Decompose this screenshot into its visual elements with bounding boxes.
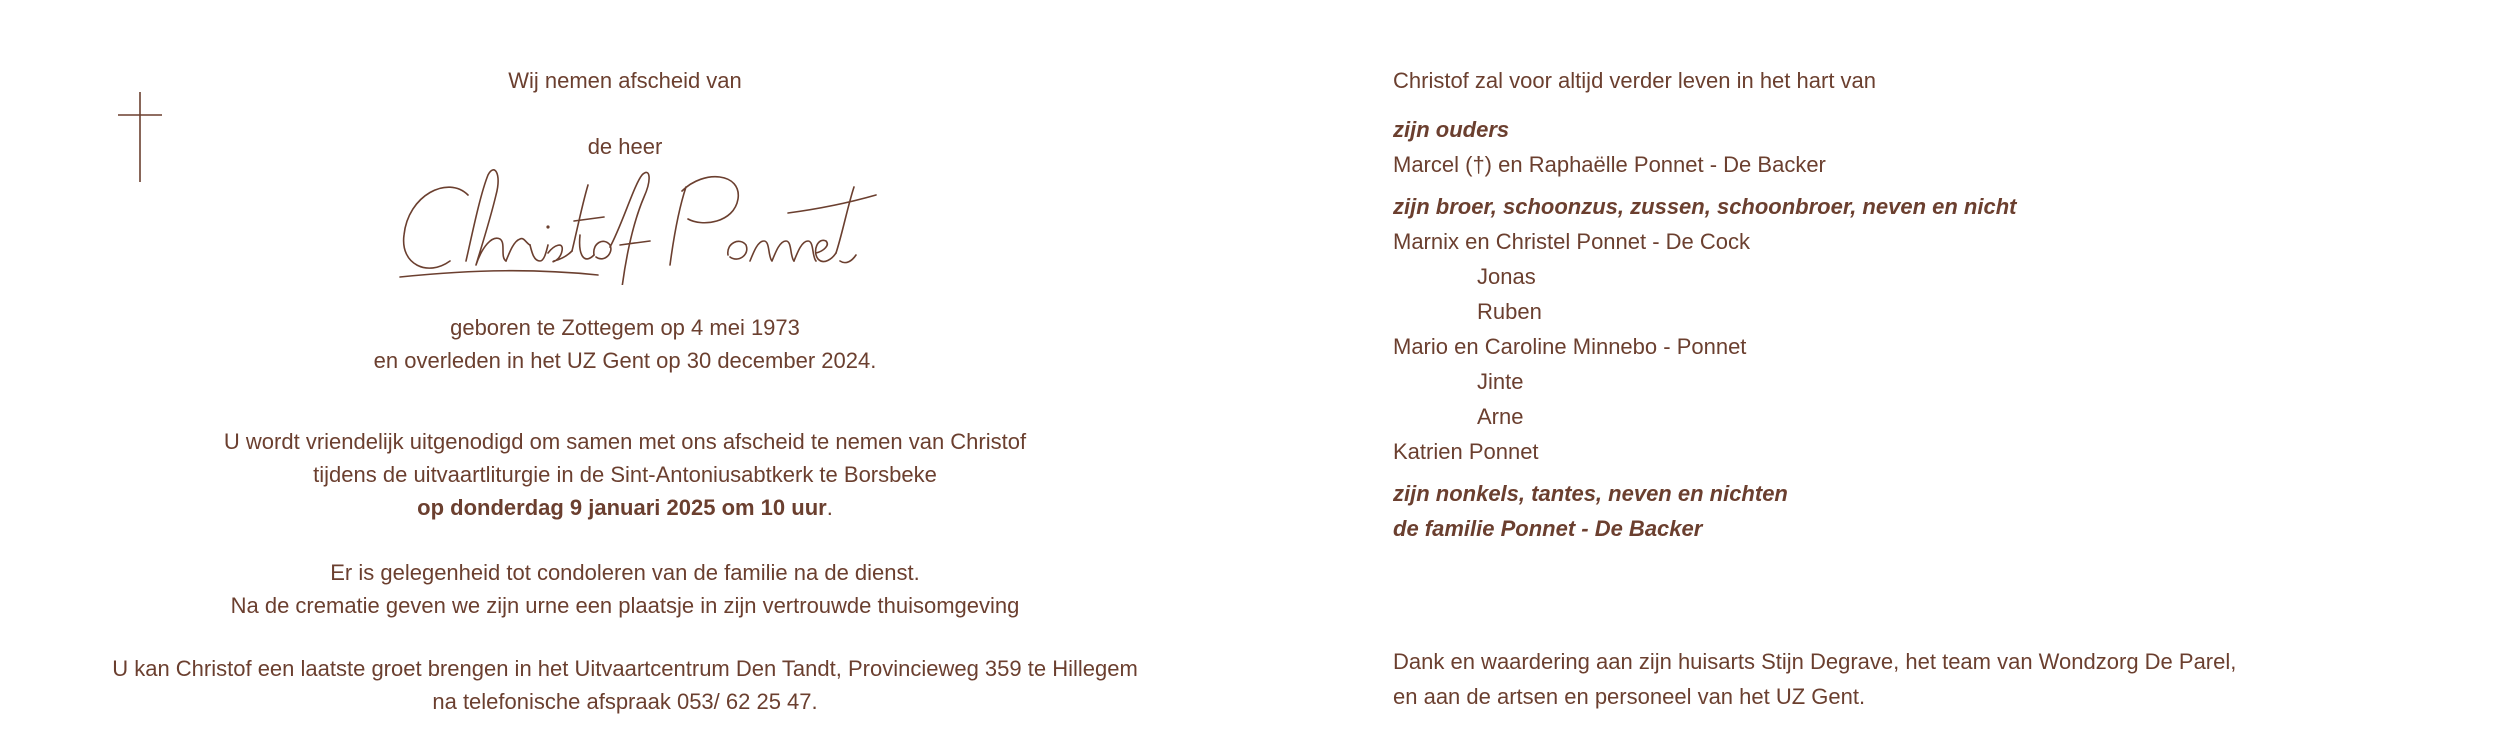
extended-family-heading: zijn nonkels, tantes, neven en nichten xyxy=(1393,481,1788,506)
visit-line-1: U kan Christof een laatste groet brengen in het Uitvaartcentrum Den Tandt, Provincieweg 359 te Hillegem xyxy=(112,656,1138,681)
family-line-1: Marnix en Christel Ponnet - De Cock xyxy=(1393,229,1751,254)
name-signature xyxy=(398,165,878,285)
child-jonas: Jonas xyxy=(1477,264,1536,289)
invitation-line-3 xyxy=(0,491,1250,524)
right-panel xyxy=(1393,0,2443,754)
intro-text: Wij nemen afscheid van xyxy=(508,68,742,93)
family-intro: Christof zal voor altijd verder leven in het hart van xyxy=(1393,68,1877,93)
invitation-line-1: U wordt vriendelijk uitgenodigd om samen met ons afscheid te nemen van Christof xyxy=(223,429,1027,454)
invitation-line-2: tijdens de uitvaartliturgie in de Sint-Antoniusabtkerk te Borsbeke xyxy=(313,462,937,487)
child-ruben: Ruben xyxy=(1477,299,1542,324)
condolence-line-1: Er is gelegenheid tot condoleren van de familie na de dienst. xyxy=(330,560,920,585)
child-jinte: Jinte xyxy=(1477,369,1524,394)
family-line-2: Mario en Caroline Minnebo - Ponnet xyxy=(1393,334,1747,359)
ceremony-date: op donderdag 9 januari 2025 om 10 uur xyxy=(417,495,827,520)
parents-heading: zijn ouders xyxy=(1393,117,1510,142)
siblings-heading: zijn broer, schoonzus, zussen, schoonbroer, neven en nicht xyxy=(1393,194,2017,219)
born-text: geboren te Zottegem op 4 mei 1973 xyxy=(450,315,800,340)
child-arne: Arne xyxy=(1477,404,1524,429)
thanks-line-1: Dank en waardering aan zijn huisarts Stijn Degrave, het team van Wondzorg De Parel, xyxy=(1393,649,2237,674)
extended-family-name: de familie Ponnet - De Backer xyxy=(1393,516,1703,541)
condolence-line-2: Na de crematie geven we zijn urne een plaatsje in zijn vertrouwde thuisomgeving xyxy=(230,593,1020,618)
parents-names: Marcel (†) en Raphaëlle Ponnet - De Backer xyxy=(1393,152,1826,177)
visit-line-2: na telefonische afspraak 053/ 62 25 47. xyxy=(432,689,818,714)
thanks-line-2: en aan de artsen en personeel van het UZ Gent. xyxy=(1393,684,1866,709)
died-text: en overleden in het UZ Gent op 30 december 2024. xyxy=(373,348,877,373)
title-text: de heer xyxy=(587,134,663,159)
family-line-3: Katrien Ponnet xyxy=(1393,439,1539,464)
ceremony-date-period: . xyxy=(826,495,833,520)
